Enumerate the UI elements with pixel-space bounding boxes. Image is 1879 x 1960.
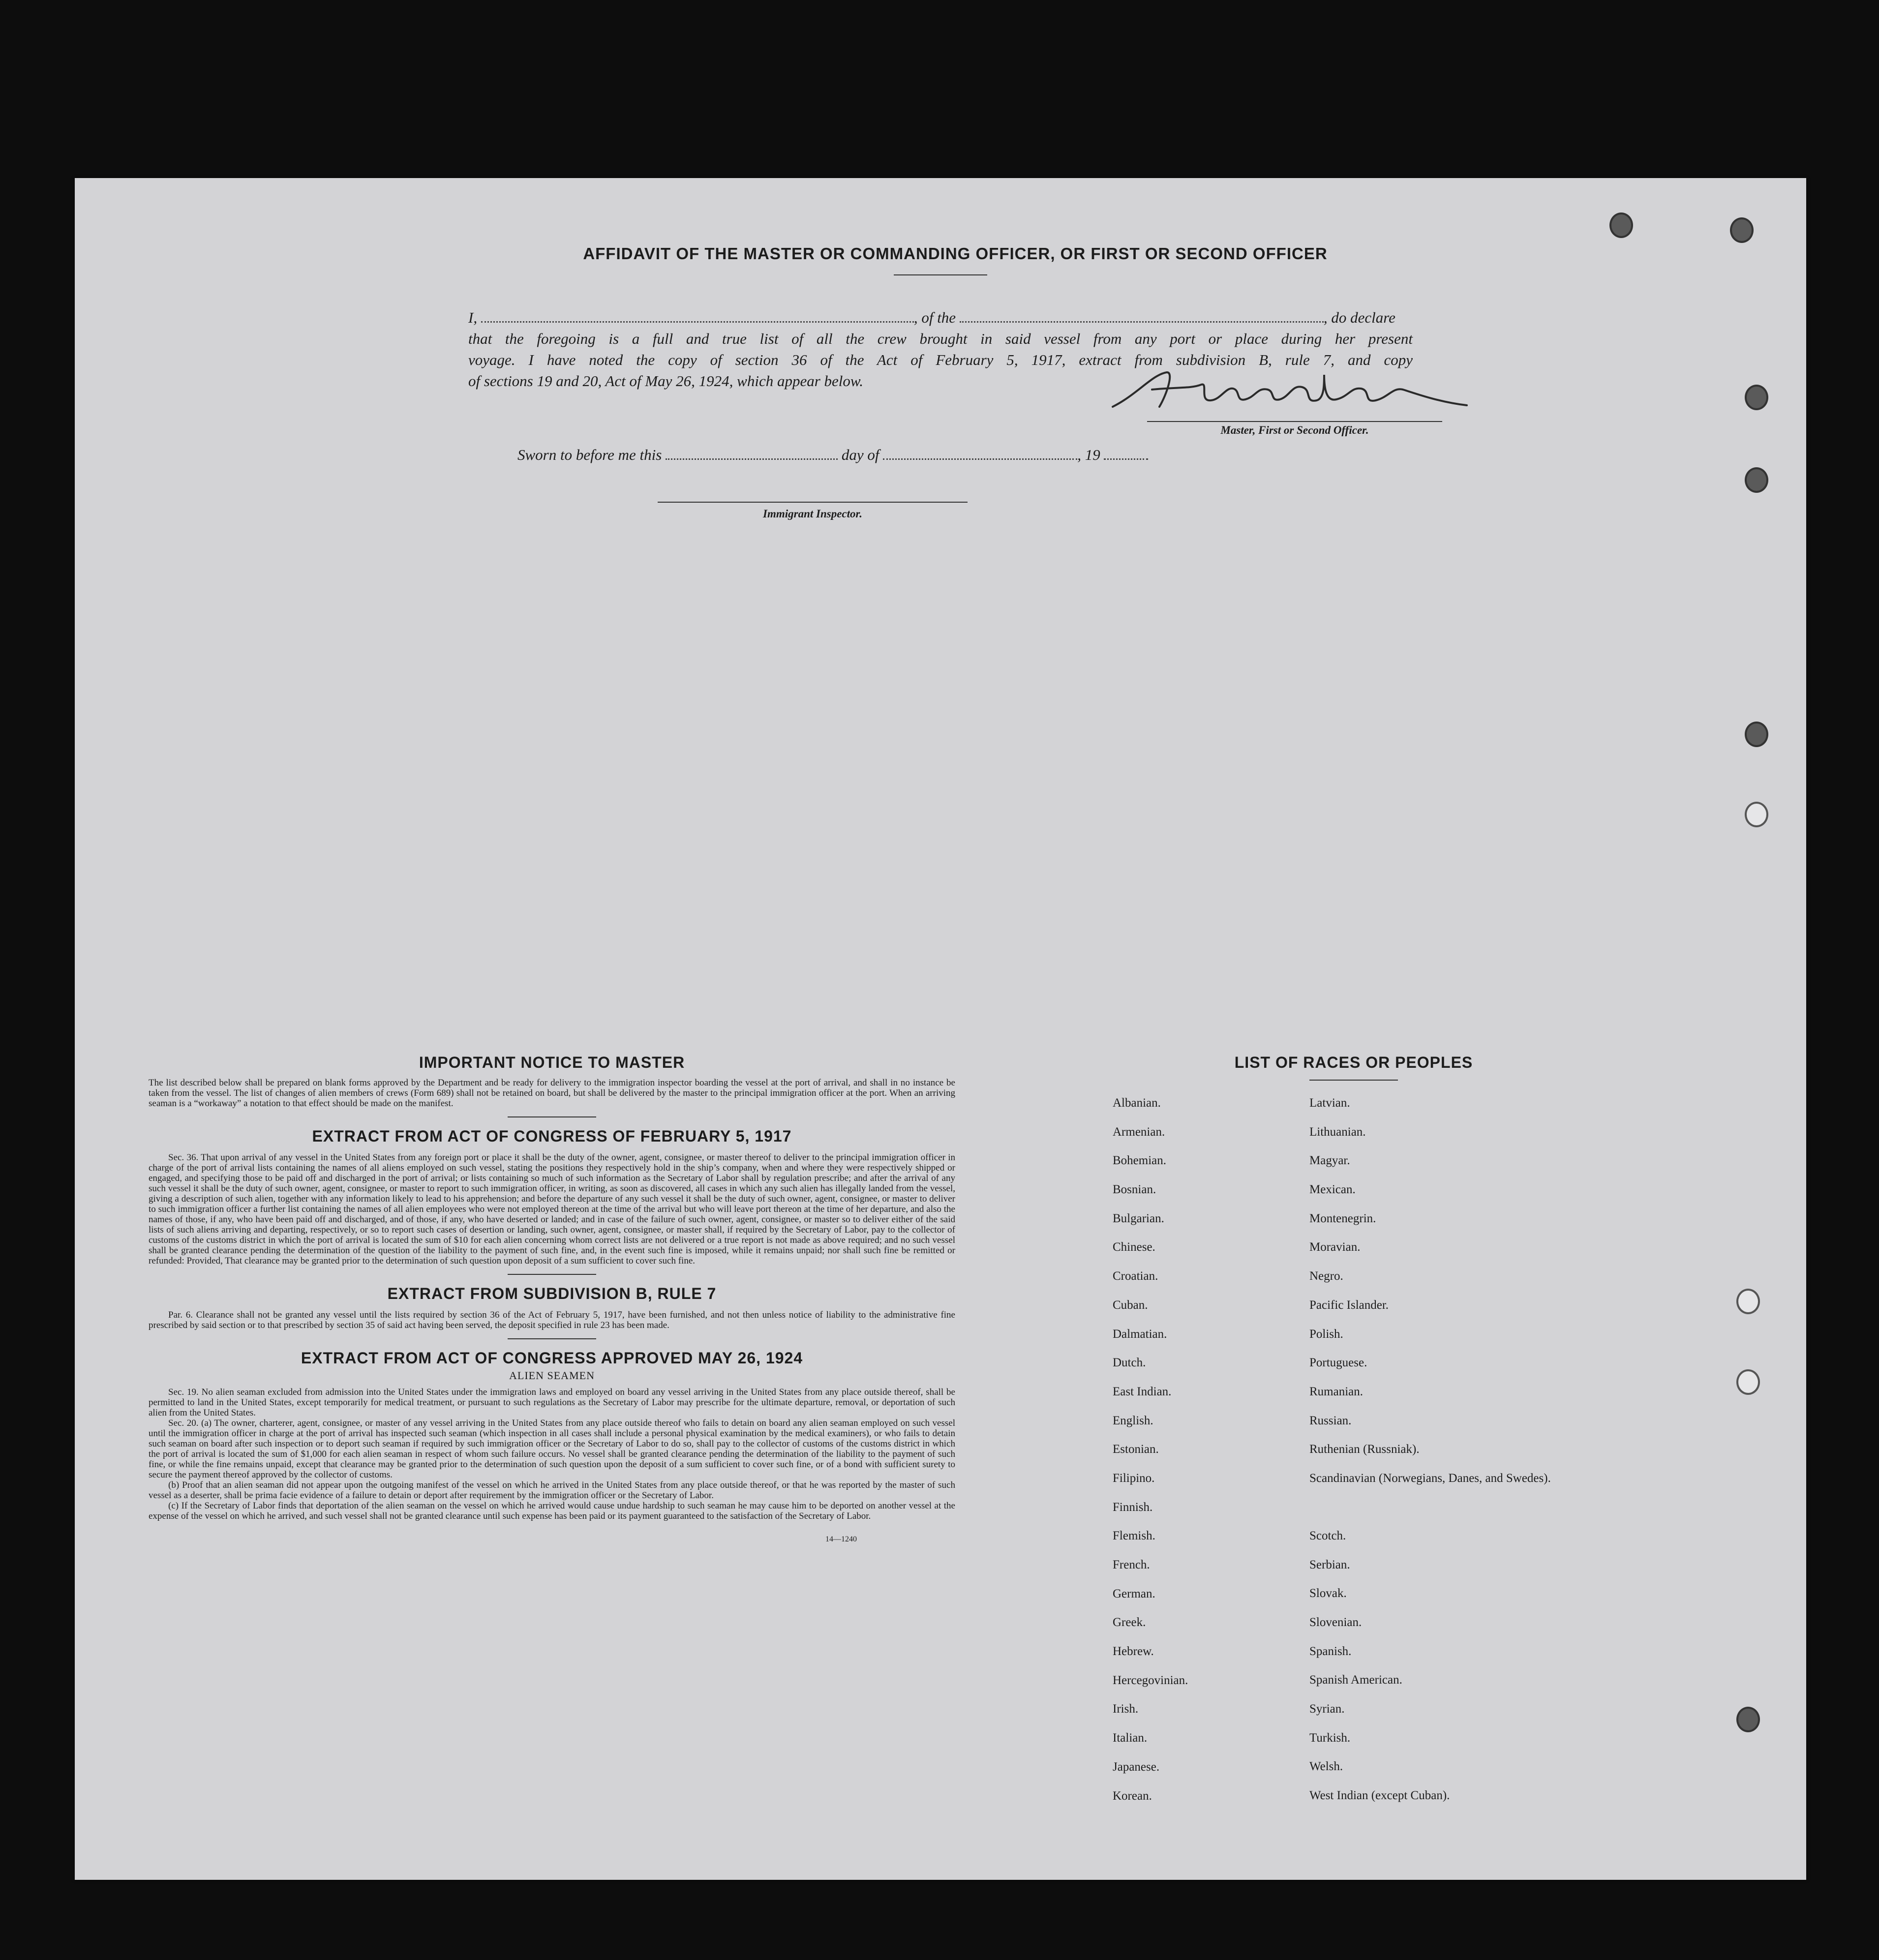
punch-hole [1730, 217, 1754, 243]
inspector-caption: Immigrant Inspector. [763, 508, 862, 520]
signature-line [1147, 421, 1442, 422]
punch-hole [1745, 467, 1768, 493]
race-item: Bosnian. [1113, 1183, 1156, 1197]
races-title: LIST OF RACES OR PEOPLES [1234, 1054, 1473, 1071]
name-blank[interactable] [481, 321, 914, 323]
race-item: Negro. [1309, 1269, 1343, 1283]
declaration-line-3: voyage. I have noted the copy of section 36 of the Act of February 5, 1917, extract from subdivision B, rule 7, and copy [468, 351, 1413, 368]
race-item: Polish. [1309, 1327, 1343, 1341]
race-item: Filipino. [1113, 1471, 1155, 1485]
punch-hole [1609, 212, 1633, 238]
notice-text: The list described below shall be prepared on blank forms approved by the Department and be ready for delivery to the immigration inspector boarding the vessel at the port of arrival, and shall in no instance be taken from the vessel. The list of changes of alien members of crews (Form 689) shall not be retained on board, but shall be delivered by the master to the principal immigration officer at the port. When an arriving seaman is a “workaway” a notation to that effect should be made on the manifest. [149, 1078, 955, 1109]
race-item: Serbian. [1309, 1558, 1350, 1571]
race-item: West Indian (except Cuban). [1309, 1789, 1450, 1803]
section-divider [1309, 1080, 1398, 1081]
race-item: Scandinavian (Norwegians, Danes, and Swedes). [1309, 1471, 1551, 1485]
section-divider [508, 1116, 596, 1117]
race-item: Bohemian. [1113, 1154, 1167, 1168]
punch-hole [1745, 802, 1768, 827]
punch-hole [1736, 1707, 1760, 1732]
race-item: English. [1113, 1414, 1153, 1427]
sworn-day-blank[interactable] [666, 458, 838, 460]
race-item: Hebrew. [1113, 1645, 1154, 1658]
race-item: Armenian. [1113, 1125, 1165, 1139]
section-19-text: Sec. 19. No alien seaman excluded from admission into the United States under the immigration laws and employed on board any vessel arriving in the United States from any place outside thereof, shall be permitted to land in the United States, except temporarily for medical treatment, or pursuant to such regulations as the Secretary of Labor may prescribe for the ultimate departure, removal, or deportation of such alien from the United States. [149, 1387, 955, 1418]
race-item: Dutch. [1113, 1356, 1146, 1370]
race-item: Albanian. [1113, 1096, 1161, 1110]
rule7-text: Par. 6. Clearance shall not be granted any vessel until the lists required by section 36 of the Act of February 5, 1917, have been furnished, and not then unless notice of liability to the administrative fine prescribed by said section or to that prescribed by section 35 of said act having been served, the deposit specified in rule 23 has been made. [149, 1310, 955, 1330]
notice-title: IMPORTANT NOTICE TO MASTER [419, 1054, 685, 1071]
races-title-block [1157, 1054, 1550, 1090]
race-item: Spanish. [1309, 1644, 1352, 1658]
race-item: Lithuanian. [1309, 1125, 1366, 1139]
extract-1924-title: EXTRACT FROM ACT OF CONGRESS APPROVED MAY 26, 1924 [301, 1349, 803, 1367]
race-item: Scotch. [1309, 1529, 1346, 1542]
race-item: Italian. [1113, 1731, 1148, 1745]
punch-hole [1736, 1289, 1760, 1314]
race-item: French. [1113, 1558, 1150, 1571]
race-item: Estonian. [1113, 1443, 1159, 1456]
section-20c-text: (c) If the Secretary of Labor finds that deportation of the alien seaman on the vessel on which he arrived would cause undue hardship to such seaman he may cause him to be deported on another vessel at the expense of the vessel on which he arrived, and such vessel shall not be granted clearance until such expense has been paid or its payment guaranteed to the satisfaction of the Secretary of Labor. [149, 1501, 955, 1521]
race-item: Korean. [1113, 1789, 1152, 1803]
races-column-2 [1309, 1096, 1555, 1817]
inspector-signature-line [658, 502, 968, 503]
race-item: Dalmatian. [1113, 1327, 1167, 1341]
race-item: Turkish. [1309, 1731, 1351, 1745]
race-item: Slovak. [1309, 1587, 1347, 1600]
races-column-1 [1113, 1096, 1300, 1817]
race-item: Welsh. [1309, 1760, 1343, 1774]
punch-hole [1736, 1369, 1760, 1395]
race-item: East Indian. [1113, 1385, 1172, 1398]
extract-1917-title: EXTRACT FROM ACT OF CONGRESS OF FEBRUARY 5, 1917 [312, 1127, 792, 1145]
declaration-line-4: of sections 19 and 20, Act of May 26, 1924, which appear below. [468, 372, 864, 390]
race-item: Moravian. [1309, 1240, 1361, 1254]
race-item: Chinese. [1113, 1240, 1155, 1254]
section-20a-text: Sec. 20. (a) The owner, charterer, agent, consignee, or master of any vessel arriving in the United States from any place outside thereof who fails to detain on board any alien seaman employed on such vessel until the immigration officer in charge at the port of arrival has inspected such seaman (which inspection in all cases shall include a personal physical examination by the medical examiners), or who fails to detain such seaman on board after such inspection or to deport such seaman if required by such immigration officer or the Secretary of Labor to do so, shall pay to the collector of customs of the customs district in which the port of arrival is located the sum of $1,000 for each alien seaman in respect of whom such failure occurs. No vessel shall be granted clearance pending the determination of the liability to the payment of such fine, or while the fine remains unpaid, except that clearance may be granted prior to the determination of such question upon the deposit of a sum sufficient to cover such fine, or of a bond with sufficient surety to secure the payment thereof approved by the collector of customs. [149, 1418, 955, 1480]
race-item: Portuguese. [1309, 1356, 1367, 1370]
master-signature [1093, 360, 1477, 424]
section-20b-text: (b) Proof that an alien seaman did not appear upon the outgoing manifest of the vessel on which he arrived in the United States from any place outside thereof, or that he was reported by the master of such vessel as a deserter, shall be prima facie evidence of a failure to detain or deport after requirement by the immigration officer or the Secretary of Labor. [149, 1480, 955, 1501]
title-underline [894, 274, 987, 275]
race-item: Russian. [1309, 1414, 1352, 1427]
declaration-line-2: that the foregoing is a full and true list of all the crew brought in said vessel from any port or place during her present [468, 330, 1413, 347]
race-item: Hercegovinian. [1113, 1673, 1188, 1687]
section-divider [508, 1338, 596, 1339]
document-sheet [75, 178, 1806, 1880]
race-item: Japanese. [1113, 1760, 1160, 1774]
sworn-month-blank[interactable] [883, 458, 1077, 460]
declaration-line-1: I, , of the , do declare [468, 309, 1395, 326]
vessel-blank[interactable] [960, 321, 1324, 323]
sworn-line: Sworn to before me this day of , 19 [517, 446, 1255, 464]
race-item: Croatian. [1113, 1269, 1158, 1283]
race-item: Spanish American. [1309, 1673, 1402, 1687]
race-item: Finnish. [1113, 1500, 1153, 1514]
race-item: Bulgarian. [1113, 1211, 1164, 1225]
race-item: Rumanian. [1309, 1385, 1364, 1398]
affidavit-title: AFFIDAVIT OF THE MASTER OR COMMANDING OFFICER, OR FIRST OR SECOND OFFICER [583, 244, 1328, 263]
punch-hole [1745, 722, 1768, 747]
race-item: Magyar. [1309, 1154, 1350, 1168]
race-item: Pacific Islander. [1309, 1298, 1389, 1312]
form-number: 14—1240 [825, 1535, 857, 1543]
race-item: Irish. [1113, 1702, 1139, 1716]
section-divider [508, 1274, 596, 1275]
race-item: Latvian. [1309, 1096, 1350, 1110]
extract-1917-text: Sec. 36. That upon arrival of any vessel in the United States from any foreign port or place it shall be the duty of the owner, agent, consignee, or master thereof to deliver to the principal immigration officer in charge of the port of arrival lists containing the names of all aliens employed on such vessel, stating the positions they respectively hold in the ship’s company, when and where they were respectively shipped or engaged, and specifying those to be paid off and discharged in the port of arrival; or lists containing so much of such information as the Secretary of Labor shall by regulation prescribe; and after the arrival of any such vessel it shall be the duty of such owner, agent, consignee, or master to report to such immigration officer, in writing, as soon as discovered, all cases in which any such alien has illegally landed from the vessel, giving a description of such alien, together with any information likely to lead to his apprehension; and before the departure of any such vessel it shall be the duty of such owner, agent, consignee, or master to deliver to such immigration officer a further list containing the names of all alien employees who were not employed thereon at the time of the arrival but who will leave port thereon at the time of her departure, and also the names of those, if any, who have been paid off and discharged, and of those, if any, who have deserted or landed; and in case of the failure of such owner, agent, consignee, or master so to deliver either of the said lists of such aliens arriving and departing, respectively, or so to report such cases of desertion or landing, such owner, agent, consignee, or master shall, if required by the Secretary of Labor, pay to the collector of customs of the customs district in which the port of arrival is located the sum of $10 for each alien concerning whom correct lists are not delivered or a true report is not made as above required; and no such vessel shall be granted clearance pending the determination of the question of the liability to the payment of such fine, and, in the event such fine is imposed, while it remains unpaid; nor shall such fine be remitted or refunded: Provided, That clearance may be granted prior to the determination of such question upon deposit of a sum sufficient to cover such fine. [149, 1152, 955, 1266]
race-item: Ruthenian (Russniak). [1309, 1443, 1420, 1456]
rule7-title: EXTRACT FROM SUBDIVISION B, RULE 7 [387, 1285, 717, 1302]
punch-hole [1745, 385, 1768, 410]
race-item: Slovenian. [1309, 1616, 1362, 1629]
race-item: Cuban. [1113, 1298, 1148, 1312]
race-item: Flemish. [1113, 1529, 1155, 1543]
race-item: German. [1113, 1587, 1155, 1600]
race-item: Montenegrin. [1309, 1211, 1376, 1225]
sworn-year-blank[interactable] [1104, 458, 1148, 460]
legal-notices [149, 1054, 955, 1544]
signature-caption: Master, First or Second Officer. [1220, 424, 1369, 436]
race-item: Syrian. [1309, 1702, 1345, 1716]
extract-1924-subtitle: ALIEN SEAMEN [509, 1369, 595, 1382]
race-item: Mexican. [1309, 1183, 1356, 1197]
race-item: Greek. [1113, 1616, 1146, 1629]
